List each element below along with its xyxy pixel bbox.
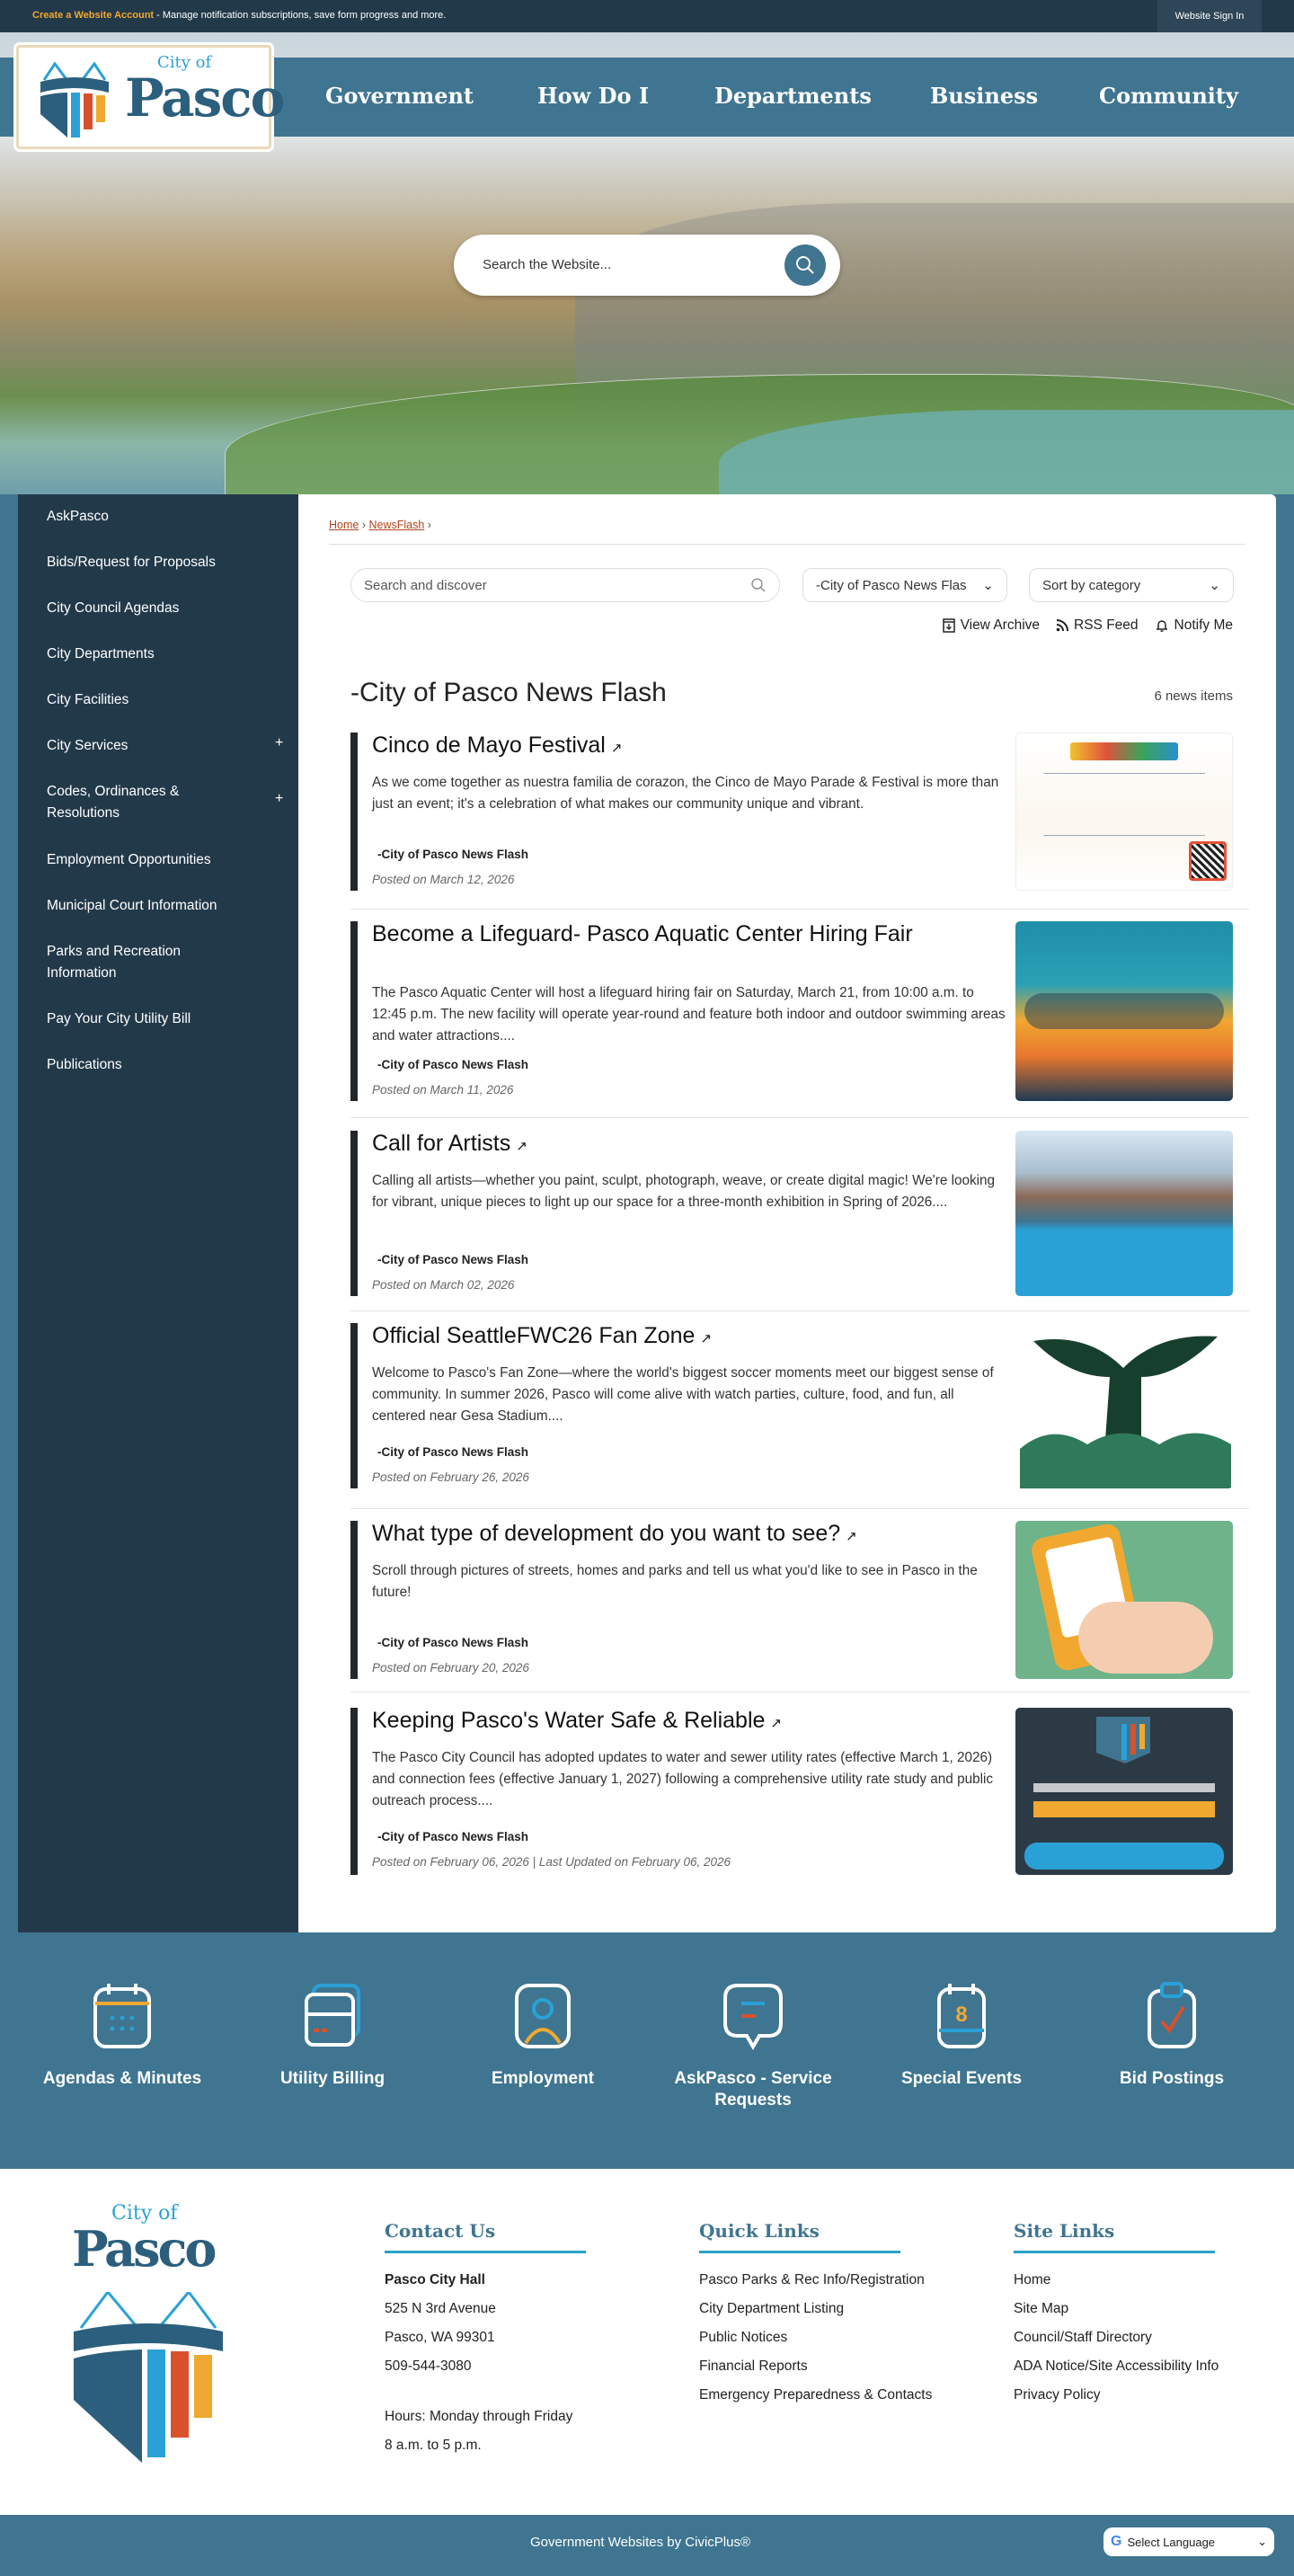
- footer-logo-pasco: Pasco: [72, 2220, 215, 2278]
- notify-me-label: Notify Me: [1174, 617, 1233, 633]
- news-date: Posted on March 11, 2026: [372, 1083, 514, 1097]
- notify-me-link[interactable]: [1155, 617, 1233, 634]
- footer-link[interactable]: ADA Notice/Site Accessibility Info: [1014, 2358, 1219, 2374]
- language-select-value: Select Language: [1127, 2535, 1216, 2549]
- calendar-icon: [91, 1982, 154, 2050]
- footer-heading: Site Links: [1014, 2220, 1215, 2253]
- rss-feed-label: RSS Feed: [1074, 617, 1139, 633]
- footer-link[interactable]: Home: [1014, 2272, 1051, 2287]
- water-rate-update-image[interactable]: [1015, 1708, 1233, 1875]
- news-separator: [350, 1508, 1249, 1509]
- create-account-link[interactable]: Create a Website Account: [32, 10, 155, 21]
- nav-government[interactable]: Government: [325, 83, 474, 109]
- news-search-placeholder: Search and discover: [364, 577, 487, 593]
- sidebar-item-departments[interactable]: City Departments: [47, 646, 155, 662]
- contact-name: Pasco City Hall: [385, 2272, 485, 2287]
- news-title-link[interactable]: [372, 1521, 857, 1547]
- news-accent-bar: [350, 1131, 358, 1296]
- news-date: Posted on February 26, 2026: [372, 1470, 529, 1484]
- quick-link-label: Agendas & Minutes: [42, 2069, 202, 2088]
- news-title: Become a Lifeguard- Pasco Aquatic Center Hiring Fair: [372, 921, 913, 946]
- sidebar-item-parks[interactable]: Parks and Recreation Information: [47, 944, 182, 981]
- nav-community[interactable]: Community: [1099, 83, 1238, 109]
- category-select-value: -City of Pasco News Flas: [816, 577, 967, 593]
- create-account-description: - Manage notification subscriptions, save form progress and more.: [154, 10, 447, 21]
- google-g-icon: G: [1111, 2534, 1122, 2549]
- contact-address-line1: 525 N 3rd Avenue: [385, 2301, 496, 2316]
- footer-link[interactable]: City Department Listing: [699, 2301, 845, 2316]
- sidebar-item-bids[interactable]: Bids/Request for Proposals: [47, 555, 216, 570]
- site-search-button[interactable]: [784, 244, 826, 286]
- page-title: -City of Pasco News Flash: [350, 678, 667, 707]
- news-title: Call for Artists: [372, 1131, 511, 1156]
- external-link-icon: ↗: [610, 741, 623, 756]
- sidebar-item-council-agendas[interactable]: City Council Agendas: [47, 600, 180, 616]
- news-date: Posted on February 20, 2026: [372, 1661, 529, 1674]
- news-source: -City of Pasco News Flash: [377, 1253, 529, 1266]
- pasco-shield-icon: [72, 2292, 225, 2463]
- news-separator: [350, 909, 1249, 910]
- site-search-input[interactable]: [454, 235, 840, 296]
- footer-contact-us: [385, 2220, 586, 2460]
- credit-card-icon: [301, 1982, 364, 2050]
- cinco-de-mayo-flyer-image[interactable]: [1015, 733, 1233, 891]
- sidebar-item-codes[interactable]: Codes, Ordinances & Resolutions: [47, 784, 180, 821]
- logo-city-of: City of: [157, 53, 212, 72]
- news-summary: The Pasco Aquatic Center will host a lifeguard hiring fair on Saturday, March 21, from 10:00 a.m. to 12:45 p.m. The new facility will operate year-round and feature both indoor and outdoor swimming areas and water attractions....: [372, 985, 1006, 1044]
- call-for-artists-image[interactable]: [1015, 1131, 1233, 1296]
- sidebar-nav: [18, 494, 298, 1932]
- logo-pasco: Pasco: [125, 67, 284, 129]
- sort-select[interactable]: [1029, 568, 1234, 602]
- news-count: 6 news items: [1154, 688, 1233, 704]
- news-date: Posted on February 06, 2026 | Last Updated on February 06, 2026: [372, 1855, 731, 1869]
- news-accent-bar: [350, 1323, 358, 1488]
- news-source: -City of Pasco News Flash: [377, 1636, 529, 1649]
- quick-link-employment[interactable]: [444, 1982, 642, 2090]
- news-title: Official SeattleFWC26 Fan Zone: [372, 1323, 696, 1348]
- sidebar-item-askpasco[interactable]: AskPasco: [47, 509, 109, 524]
- breadcrumb: [329, 519, 431, 531]
- lifeguard-hiring-image[interactable]: [1015, 921, 1233, 1101]
- sidebar-item-facilities[interactable]: City Facilities: [47, 692, 129, 707]
- contact-hours: Hours: Monday through Friday: [385, 2409, 573, 2424]
- expand-services-icon[interactable]: +: [275, 735, 284, 751]
- news-summary: The Pasco City Council has adopted updates to water and sewer utility rates (effective March 1, 2026) and connection fees (effective January 1, 2027) following a comprehensive utility rate study and public outreach process....: [372, 1750, 994, 1808]
- development-survey-image[interactable]: [1015, 1521, 1233, 1679]
- category-select[interactable]: [802, 568, 1007, 602]
- news-date: Posted on March 12, 2026: [372, 873, 515, 886]
- news-summary: Welcome to Pasco's Fan Zone—where the world's biggest soccer moments meet our biggest sense of community. In summer 2026, Pasco will come alive with watch parties, culture, food, and fun, all centered near Gesa Stadium....: [372, 1365, 994, 1424]
- footer-link[interactable]: Site Map: [1014, 2301, 1069, 2316]
- footer-logo-city-of: City of: [111, 2202, 178, 2225]
- news-source: -City of Pasco News Flash: [377, 848, 529, 861]
- expand-codes-icon[interactable]: +: [275, 791, 284, 806]
- external-link-icon: ↗: [846, 1529, 857, 1544]
- sidebar-item-publications[interactable]: Publications: [47, 1057, 122, 1072]
- footer-logo: [72, 2202, 234, 2472]
- fan-zone-whale-tail-image[interactable]: [1015, 1323, 1233, 1488]
- top-utility-bar: [0, 0, 1294, 32]
- rss-feed-link[interactable]: [1056, 617, 1139, 634]
- nav-how-do-i[interactable]: How Do I: [537, 83, 650, 109]
- main-content: [298, 494, 1276, 1932]
- news-separator: [350, 1117, 1249, 1118]
- contact-phone[interactable]: 509-544-3080: [385, 2358, 472, 2374]
- external-link-icon: ↗: [700, 1331, 712, 1346]
- nav-departments[interactable]: Departments: [714, 83, 872, 109]
- event-calendar-icon: [930, 1982, 993, 2050]
- person-icon: [511, 1982, 574, 2050]
- news-actions: [943, 617, 1233, 634]
- news-title-link[interactable]: [372, 1708, 782, 1734]
- news-title-link[interactable]: [372, 921, 913, 947]
- quick-link-bid-postings[interactable]: [1073, 1982, 1271, 2090]
- news-accent-bar: [350, 1708, 358, 1875]
- archive-icon: [943, 618, 955, 633]
- footer-link[interactable]: Pasco Parks & Rec Info/Registration: [699, 2272, 925, 2287]
- nav-business[interactable]: Business: [930, 83, 1039, 109]
- news-accent-bar: [350, 1521, 358, 1679]
- footer-link[interactable]: Financial Reports: [699, 2358, 808, 2374]
- quick-link-label: AskPasco - Service Requests: [674, 2069, 832, 2110]
- divider: [329, 544, 1245, 545]
- news-title-link[interactable]: [372, 1323, 712, 1349]
- chevron-down-icon: ⌄: [1209, 578, 1220, 593]
- city-logo-link[interactable]: [16, 45, 284, 149]
- news-search-input[interactable]: [350, 568, 780, 602]
- footer-link[interactable]: Council/Staff Directory: [1014, 2330, 1152, 2345]
- news-source: -City of Pasco News Flash: [377, 1830, 529, 1843]
- language-select[interactable]: [1103, 2527, 1274, 2556]
- view-archive-label: View Archive: [960, 617, 1041, 633]
- quick-link-label: Special Events: [900, 2069, 1023, 2088]
- sidebar-item-employment[interactable]: Employment Opportunities: [47, 852, 211, 867]
- external-link-icon: ↗: [516, 1139, 527, 1154]
- news-title: Keeping Pasco's Water Safe & Reliable: [372, 1708, 766, 1733]
- news-title-link[interactable]: [372, 733, 622, 759]
- external-link-icon: ↗: [770, 1716, 782, 1731]
- contact-address-line2: Pasco, WA 99301: [385, 2330, 495, 2345]
- breadcrumb-home[interactable]: Home: [329, 519, 359, 531]
- footer-bottom-bar: [0, 2515, 1294, 2576]
- footer-site-links: [1014, 2220, 1219, 2410]
- civicplus-credit-link[interactable]: Government Websites by CivicPlus®: [530, 2535, 751, 2550]
- footer-link[interactable]: Public Notices: [699, 2330, 788, 2345]
- chevron-down-icon: ⌄: [982, 578, 994, 593]
- news-title: What type of development do you want to see?: [372, 1521, 841, 1546]
- search-icon: [750, 577, 767, 593]
- water-graphic: [1015, 1708, 1233, 1875]
- quick-link-label: Employment: [491, 2069, 595, 2088]
- news-separator: [350, 1310, 1249, 1311]
- view-archive-link[interactable]: [943, 617, 1040, 634]
- contact-hours-time: 8 a.m. to 5 p.m.: [385, 2438, 482, 2453]
- sidebar-item-utility-bill[interactable]: Pay Your City Utility Bill: [47, 1011, 191, 1026]
- chevron-down-icon: ⌄: [1257, 2535, 1267, 2548]
- news-summary: Scroll through pictures of streets, homes and parks and tell us what you'd like to see in Pasco in the future!: [372, 1563, 978, 1600]
- footer-quick-links: [699, 2220, 932, 2410]
- sort-select-value: Sort by category: [1042, 577, 1141, 593]
- bell-icon: [1155, 618, 1169, 633]
- svg-text:8: 8: [955, 2003, 968, 2027]
- pasco-shield-icon: [37, 60, 112, 139]
- create-account-notice: [32, 10, 446, 21]
- sidebar-item-court[interactable]: Municipal Court Information: [47, 898, 217, 913]
- chat-bubble-icon: [722, 1982, 784, 2050]
- quick-link-utility-billing[interactable]: [234, 1982, 431, 2090]
- news-title: Cinco de Mayo Festival: [372, 733, 606, 758]
- site-search-placeholder: Search the Website...: [483, 257, 612, 272]
- quick-link-label: Utility Billing: [279, 2069, 386, 2088]
- breadcrumb-separator: ›: [427, 519, 431, 531]
- news-date: Posted on March 02, 2026: [372, 1278, 515, 1292]
- whale-tail-illustration: [1015, 1323, 1233, 1488]
- quick-link-label: Bid Postings: [1119, 2069, 1225, 2088]
- news-title-link[interactable]: [372, 1131, 527, 1157]
- quick-link-askpasco[interactable]: [654, 1982, 852, 2111]
- news-accent-bar: [350, 733, 358, 891]
- quick-link-agendas[interactable]: [23, 1982, 221, 2090]
- breadcrumb-separator: ›: [361, 519, 366, 531]
- news-source: -City of Pasco News Flash: [377, 1058, 529, 1071]
- breadcrumb-newsflash[interactable]: NewsFlash: [368, 519, 425, 531]
- rss-icon: [1056, 619, 1068, 632]
- footer-link[interactable]: Emergency Preparedness & Contacts: [699, 2387, 933, 2403]
- clipboard-check-icon: [1140, 1982, 1203, 2050]
- footer-heading: Contact Us: [385, 2220, 586, 2253]
- quick-link-special-events[interactable]: [863, 1982, 1060, 2090]
- sidebar-item-services[interactable]: City Services: [47, 738, 129, 753]
- search-icon: [794, 254, 816, 276]
- footer-link[interactable]: Privacy Policy: [1014, 2387, 1101, 2403]
- news-source: -City of Pasco News Flash: [377, 1445, 529, 1459]
- news-accent-bar: [350, 921, 358, 1101]
- footer-heading: Quick Links: [699, 2220, 900, 2253]
- news-summary: As we come together as nuestra familia de corazon, the Cinco de Mayo Parade & Festival is more than just an event; it's a celebration of what makes our community unique and vibrant.: [372, 775, 999, 812]
- news-summary: Calling all artists—whether you paint, sculpt, photograph, weave, or create digital magic! We're looking for vibrant, unique pieces to light up our space for a three-month exhibition in Spring of 2026....: [372, 1173, 996, 1210]
- website-sign-in-button[interactable]: Website Sign In: [1157, 0, 1262, 32]
